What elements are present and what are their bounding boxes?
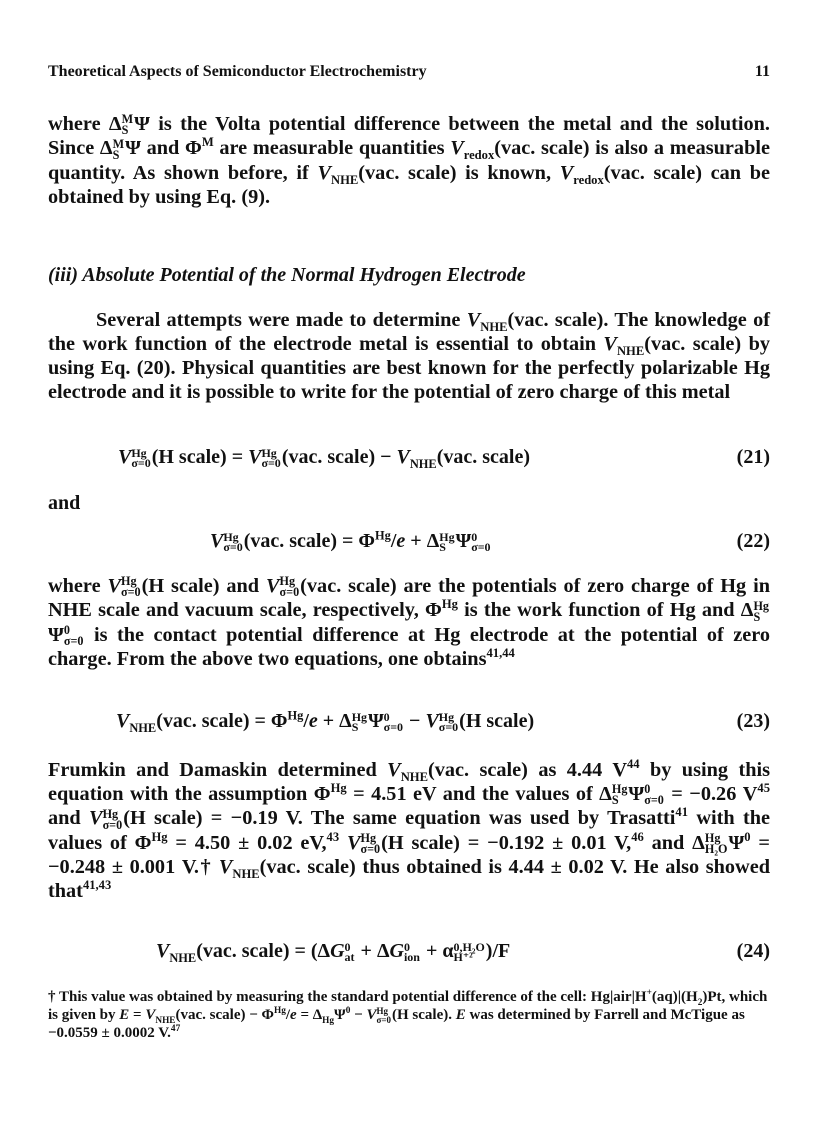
equation-24: $V_{NHE}(vac$. scale) = (ΔG 0 at + ΔG 0 ion + α 0,H₂O H⁺² )/F (24) xyxy=(156,939,770,965)
equation-21: V Hg σ=0 (H scale) = V Hg σ=0 (vac. scale) − $V_{NHE}(vac$. scale) (21) xyxy=(118,445,770,471)
paragraph-4: Frumkin and Damaskin determined $V_{NHE}(vac$. scale) as 4.44 $V^{44}$ by using this equation with the assumption $\Phi^{Hg} = 4.51$ eV and the values of Δ Hg S Ψ 0 σ=0 = −0.26 $V^{45}$ and V Hg σ=0 (H scale) = −0.19 V. The same equation was used by Trasatti$^{41}$ with the values of $\Phi^{Hg} = 4.50 \pm 0.02$ eV,$^{43}$ V Hg σ=0 (H scale) = −0.192 ± 0.01 V,$^{46}$ and Δ Hg H₂O $\Psi^0 = -0.248 \pm 0.001$ V.† $V_{NHE}(vac$. scale) thus obtained is 4.44 ± 0.02 V. He also showed that$^{41,43}$ xyxy=(48,757,771,902)
equation-23: $V_{NHE}(vac$. scale) = $\Phi^{Hg}/e + \Delta$ Hg S Ψ 0 σ=0 − V Hg σ=0 (H scale) (23) xyxy=(116,708,770,735)
equation-number: (24) xyxy=(736,940,770,962)
paragraph-3: where V Hg σ=0 (H scale) and V Hg σ=0 (vac. scale) are the potentials of zero charge of Hg in NHE scale and vacuum scale, respectively, $\Phi^{Hg}$ is the work function of Hg and Δ Hg S Ψ 0 σ=0 is the contact potential difference at Hg electrode at the potential of zero charge. From the above two equations, one obtains$^{41,44}$ xyxy=(48,574,770,670)
page-number: 11 xyxy=(754,63,770,80)
running-title: Theoretical Aspects of Semiconductor Electrochemistry xyxy=(48,63,427,80)
equation-number: (21) xyxy=(736,446,770,468)
equation-number: (22) xyxy=(736,530,770,552)
and-word: and xyxy=(48,492,81,514)
equation-number: (23) xyxy=(736,710,770,732)
equation-22: V Hg σ=0 (vac. scale) = $\Phi^{Hg}/e + \Delta$ Hg S Ψ 0 σ=0 (22) xyxy=(210,528,770,555)
section-heading: (iii) Absolute Potential of the Normal Hydrogen Electrode xyxy=(48,264,526,286)
footnote: † This value was obtained by measuring the standard potential difference of the cell: $Hg|air|H^+(aq)|(H_2)Pt$, which is given by $E = V_{NHE}(vac$. scale) − $\Phi^{Hg}/e = \Delta_{Hg}\Psi^0 - V$ Hg σ=0 (H scale). E was determined by Farrell and McTigue as −0.0559 ± 0.0002 V.$^{47}$ xyxy=(48,988,768,1041)
running-header xyxy=(48,63,770,85)
paragraph-2: Several attempts were made to determine $V_{NHE}(vac$. scale). The knowledge of the work function of the electrode metal is essential to obtain $V_{NHE}(vac$. scale) by using Eq. (20). Physical quantities are best known for the perfectly polarizable Hg electrode and it is possible to write for the potential of zero charge of this metal xyxy=(48,309,770,403)
paragraph-1: where Δ M S Ψ is the Volta potential difference between the metal and the solution. Since Δ M S Ψ and $\Phi^M$ are measurable quantities $V_{redox}(vac$. scale) is also a measurable quantity. As shown before, if $V_{NHE}(vac$. scale) is known, $V_{redox}(vac$. scale) can be obtained by using Eq. (9). xyxy=(48,112,771,208)
